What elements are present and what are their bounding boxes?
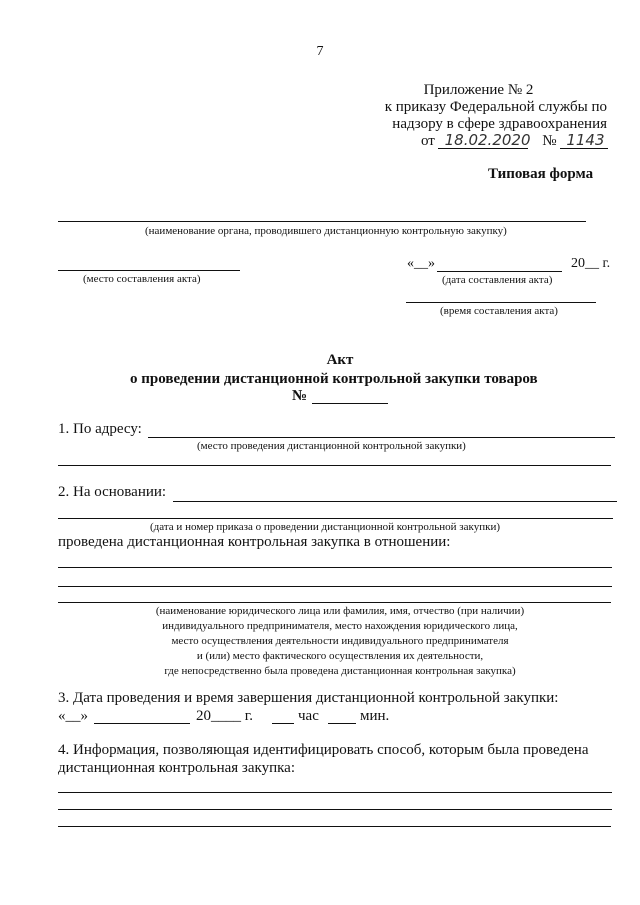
act-title: Акт [326, 352, 354, 368]
subject-line-3 [58, 602, 611, 603]
section2-text: проведена дистанционная контрольная закупка в отношении: [58, 534, 451, 550]
place-caption: (место составления акта) [83, 273, 201, 285]
appendix-line2: к приказу Федеральной службы по [384, 99, 607, 115]
form-type: Типовая форма [488, 166, 594, 182]
method-line-3 [58, 826, 611, 827]
section3-hour-label: час [298, 708, 319, 724]
section3-label: 3. Дата проведения и время завершения дистанционной контрольной закупки: [58, 690, 559, 706]
place-line [58, 270, 240, 271]
time-line [406, 302, 596, 303]
number-underline [560, 148, 608, 149]
act-subtitle: о проведении дистанционной контрольной закупки товаров [130, 371, 538, 387]
subject-line-2 [58, 586, 612, 587]
date-day-field: «__» [407, 256, 435, 271]
basis-line [173, 501, 617, 502]
section4-line2: дистанционная контрольная закупка: [58, 760, 295, 776]
date-caption: (дата составления акта) [442, 274, 553, 286]
section3-day-field: «__» [58, 708, 88, 724]
section3-min-line [328, 723, 356, 724]
section4-line1: 4. Информация, позволяющая идентифицировать способ, которым была проведена [58, 742, 589, 758]
section3-hour-line [272, 723, 294, 724]
appendix-header [330, 82, 607, 133]
section1-label: 1. По адресу: [58, 421, 142, 437]
section3-year-field: 20____ г. [196, 708, 253, 724]
basis-line-2 [58, 518, 613, 519]
address-line [148, 437, 615, 438]
time-caption: (время составления акта) [440, 305, 558, 317]
appendix-line3: надзору в сфере здравоохранения [392, 116, 607, 132]
authority-caption: (наименование органа, проводившего дистанционную контрольную закупку) [145, 225, 507, 237]
page-number: 7 [316, 44, 324, 59]
date-underline [438, 148, 528, 149]
subject-line-1 [58, 567, 612, 568]
act-number-label: № [292, 388, 308, 404]
date-year-field: 20__ г. [571, 256, 611, 271]
appendix-line1: Приложение № 2 [423, 82, 534, 98]
method-line-2 [58, 809, 612, 810]
subject-caption: (наименование юридического лица или фамилия, имя, отчество (при наличии) индивидуального предпринимателя, место нахождения юридического лица, место осуществления деятельности индивидуального предпринимателя и (или) место фактического осуществления их деятельности, где непосредственно была проведена дистанционная контрольная закупка) [155, 605, 525, 677]
section2-label: 2. На основании: [58, 484, 167, 500]
section3-min-label: мин. [360, 708, 390, 724]
order-number-label: № [542, 133, 557, 149]
basis-caption: (дата и номер приказа о проведении дистанционной контрольной закупки) [150, 521, 500, 533]
order-number-handwritten: 1143 [566, 131, 605, 149]
from-label: от [421, 133, 435, 149]
authority-line [58, 221, 586, 222]
method-line-1 [58, 792, 612, 793]
address-line-2 [58, 465, 611, 466]
order-date-handwritten: 18.02.2020 [444, 131, 531, 149]
act-number-line [312, 403, 388, 404]
date-month-line [437, 271, 562, 272]
address-caption: (место проведения дистанционной контрольной закупки) [197, 440, 466, 452]
section3-month-line [94, 723, 190, 724]
